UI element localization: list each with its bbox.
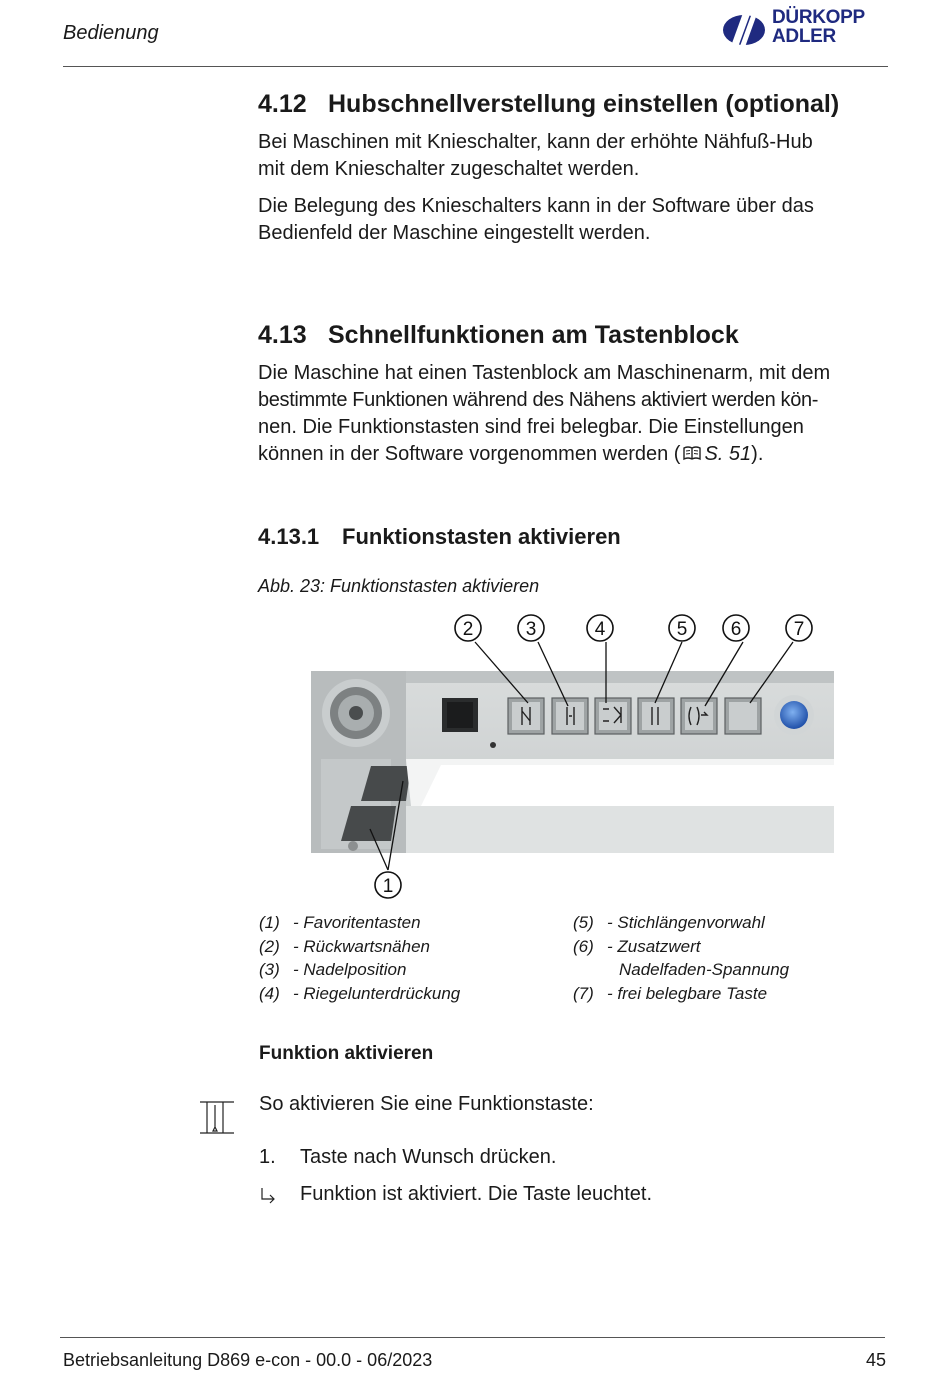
legend-item: (6) - Zusatzwert xyxy=(573,936,701,956)
callout-leader-1a xyxy=(388,781,403,870)
callout-leader-6 xyxy=(705,642,743,706)
section-4-12-paragraph-1 xyxy=(258,129,888,183)
logo-mark-icon xyxy=(722,8,772,52)
figure-legend-right xyxy=(573,911,873,1005)
callout-leader-2 xyxy=(475,642,528,703)
callout-leader-1b xyxy=(370,829,388,870)
procedure-intro: So aktivieren Sie eine Funktionstaste: xyxy=(259,1093,594,1115)
section-4-12-paragraph-2 xyxy=(258,193,888,247)
procedure-heading: Funktion aktivieren xyxy=(259,1043,434,1064)
callout-leader-3 xyxy=(538,642,568,706)
footer-document-title: Betriebsanleitung D869 e-con - 00.0 - 06/2023 xyxy=(63,1350,433,1370)
brand-logo xyxy=(722,8,892,52)
text-line: nen. Die Funktionstasten sind frei belegbar. Die Einstellungen xyxy=(258,416,804,438)
book-reference-icon xyxy=(682,445,702,461)
legend-item: (5) - Stichlängenvorwahl xyxy=(573,913,765,932)
brand-line2: ADLER xyxy=(772,26,836,47)
page-reference-link[interactable]: S. 51 xyxy=(704,443,752,465)
callout-label-5: 5 xyxy=(676,619,688,640)
callout-label-6: 6 xyxy=(730,619,742,640)
section-title: Funktionstasten aktivieren xyxy=(342,524,621,549)
callout-label-4: 4 xyxy=(594,619,606,640)
section-title: Hubschnellverstellung einstellen (optional) xyxy=(328,90,840,118)
text-line: Die Maschine hat einen Tastenblock am Maschinenarm, mit dem xyxy=(258,362,831,384)
text-line: Bedienfeld der Maschine eingestellt werden. xyxy=(258,222,651,244)
step-number: 1. xyxy=(259,1146,276,1168)
section-number: 4.12 xyxy=(258,90,307,118)
legend-item: (3) - Nadelposition xyxy=(259,960,407,979)
figure-callouts xyxy=(300,608,840,908)
callout-leader-7 xyxy=(750,642,793,703)
section-title: Schnellfunktionen am Tastenblock xyxy=(328,321,739,349)
section-4-13-heading xyxy=(258,320,739,350)
result-arrow-icon xyxy=(259,1186,279,1206)
text-fragment: können in der Software vorgenommen werden ( xyxy=(258,443,681,465)
callout-leader-5 xyxy=(655,642,682,703)
callout-label-7: 7 xyxy=(793,619,805,640)
callout-label-2: 2 xyxy=(462,619,474,640)
section-number: 4.13.1 xyxy=(258,524,320,549)
callout-label-3: 3 xyxy=(525,619,537,640)
section-4-13-paragraph xyxy=(258,360,898,468)
text-line: Die Belegung des Knieschalters kann in der Software über das xyxy=(258,195,814,217)
text-line xyxy=(258,441,898,468)
step-text: Taste nach Wunsch drücken. xyxy=(300,1146,557,1168)
header-section-title: Bedienung xyxy=(63,22,159,44)
legend-item: (4) - Riegelunterdrückung xyxy=(259,983,461,1003)
instruction-icon xyxy=(199,1097,235,1137)
result-text: Funktion ist aktiviert. Die Taste leuchtet. xyxy=(300,1183,653,1205)
legend-item: (1) - Favoritentasten xyxy=(259,913,421,932)
legend-item: (7) - frei belegbare Taste xyxy=(573,983,768,1003)
callout-label-1: 1 xyxy=(382,876,394,897)
section-4-12-heading xyxy=(258,89,839,119)
brand-line1: DÜRKOPP xyxy=(772,7,865,28)
footer-page-number: 45 xyxy=(866,1350,887,1370)
text-line: Bei Maschinen mit Knieschalter, kann der erhöhte Nähfuß-Hub xyxy=(258,131,813,153)
figure-caption: Abb. 23: Funktionstasten aktivieren xyxy=(258,576,540,596)
text-fragment: ). xyxy=(751,443,764,465)
text-line: bestimmte Funktionen während des Nähens aktiviert werden kön- xyxy=(258,389,819,411)
section-4-13-1-heading xyxy=(258,523,621,551)
header-rule xyxy=(63,66,888,67)
footer-rule xyxy=(60,1337,885,1338)
section-number: 4.13 xyxy=(258,321,307,349)
text-line: mit dem Knieschalter zugeschaltet werden. xyxy=(258,158,640,180)
figure-legend-left xyxy=(259,911,559,1005)
legend-item: Nadelfaden-Spannung xyxy=(619,960,790,979)
legend-item: (2) - Rückwartsnähen xyxy=(259,936,431,956)
